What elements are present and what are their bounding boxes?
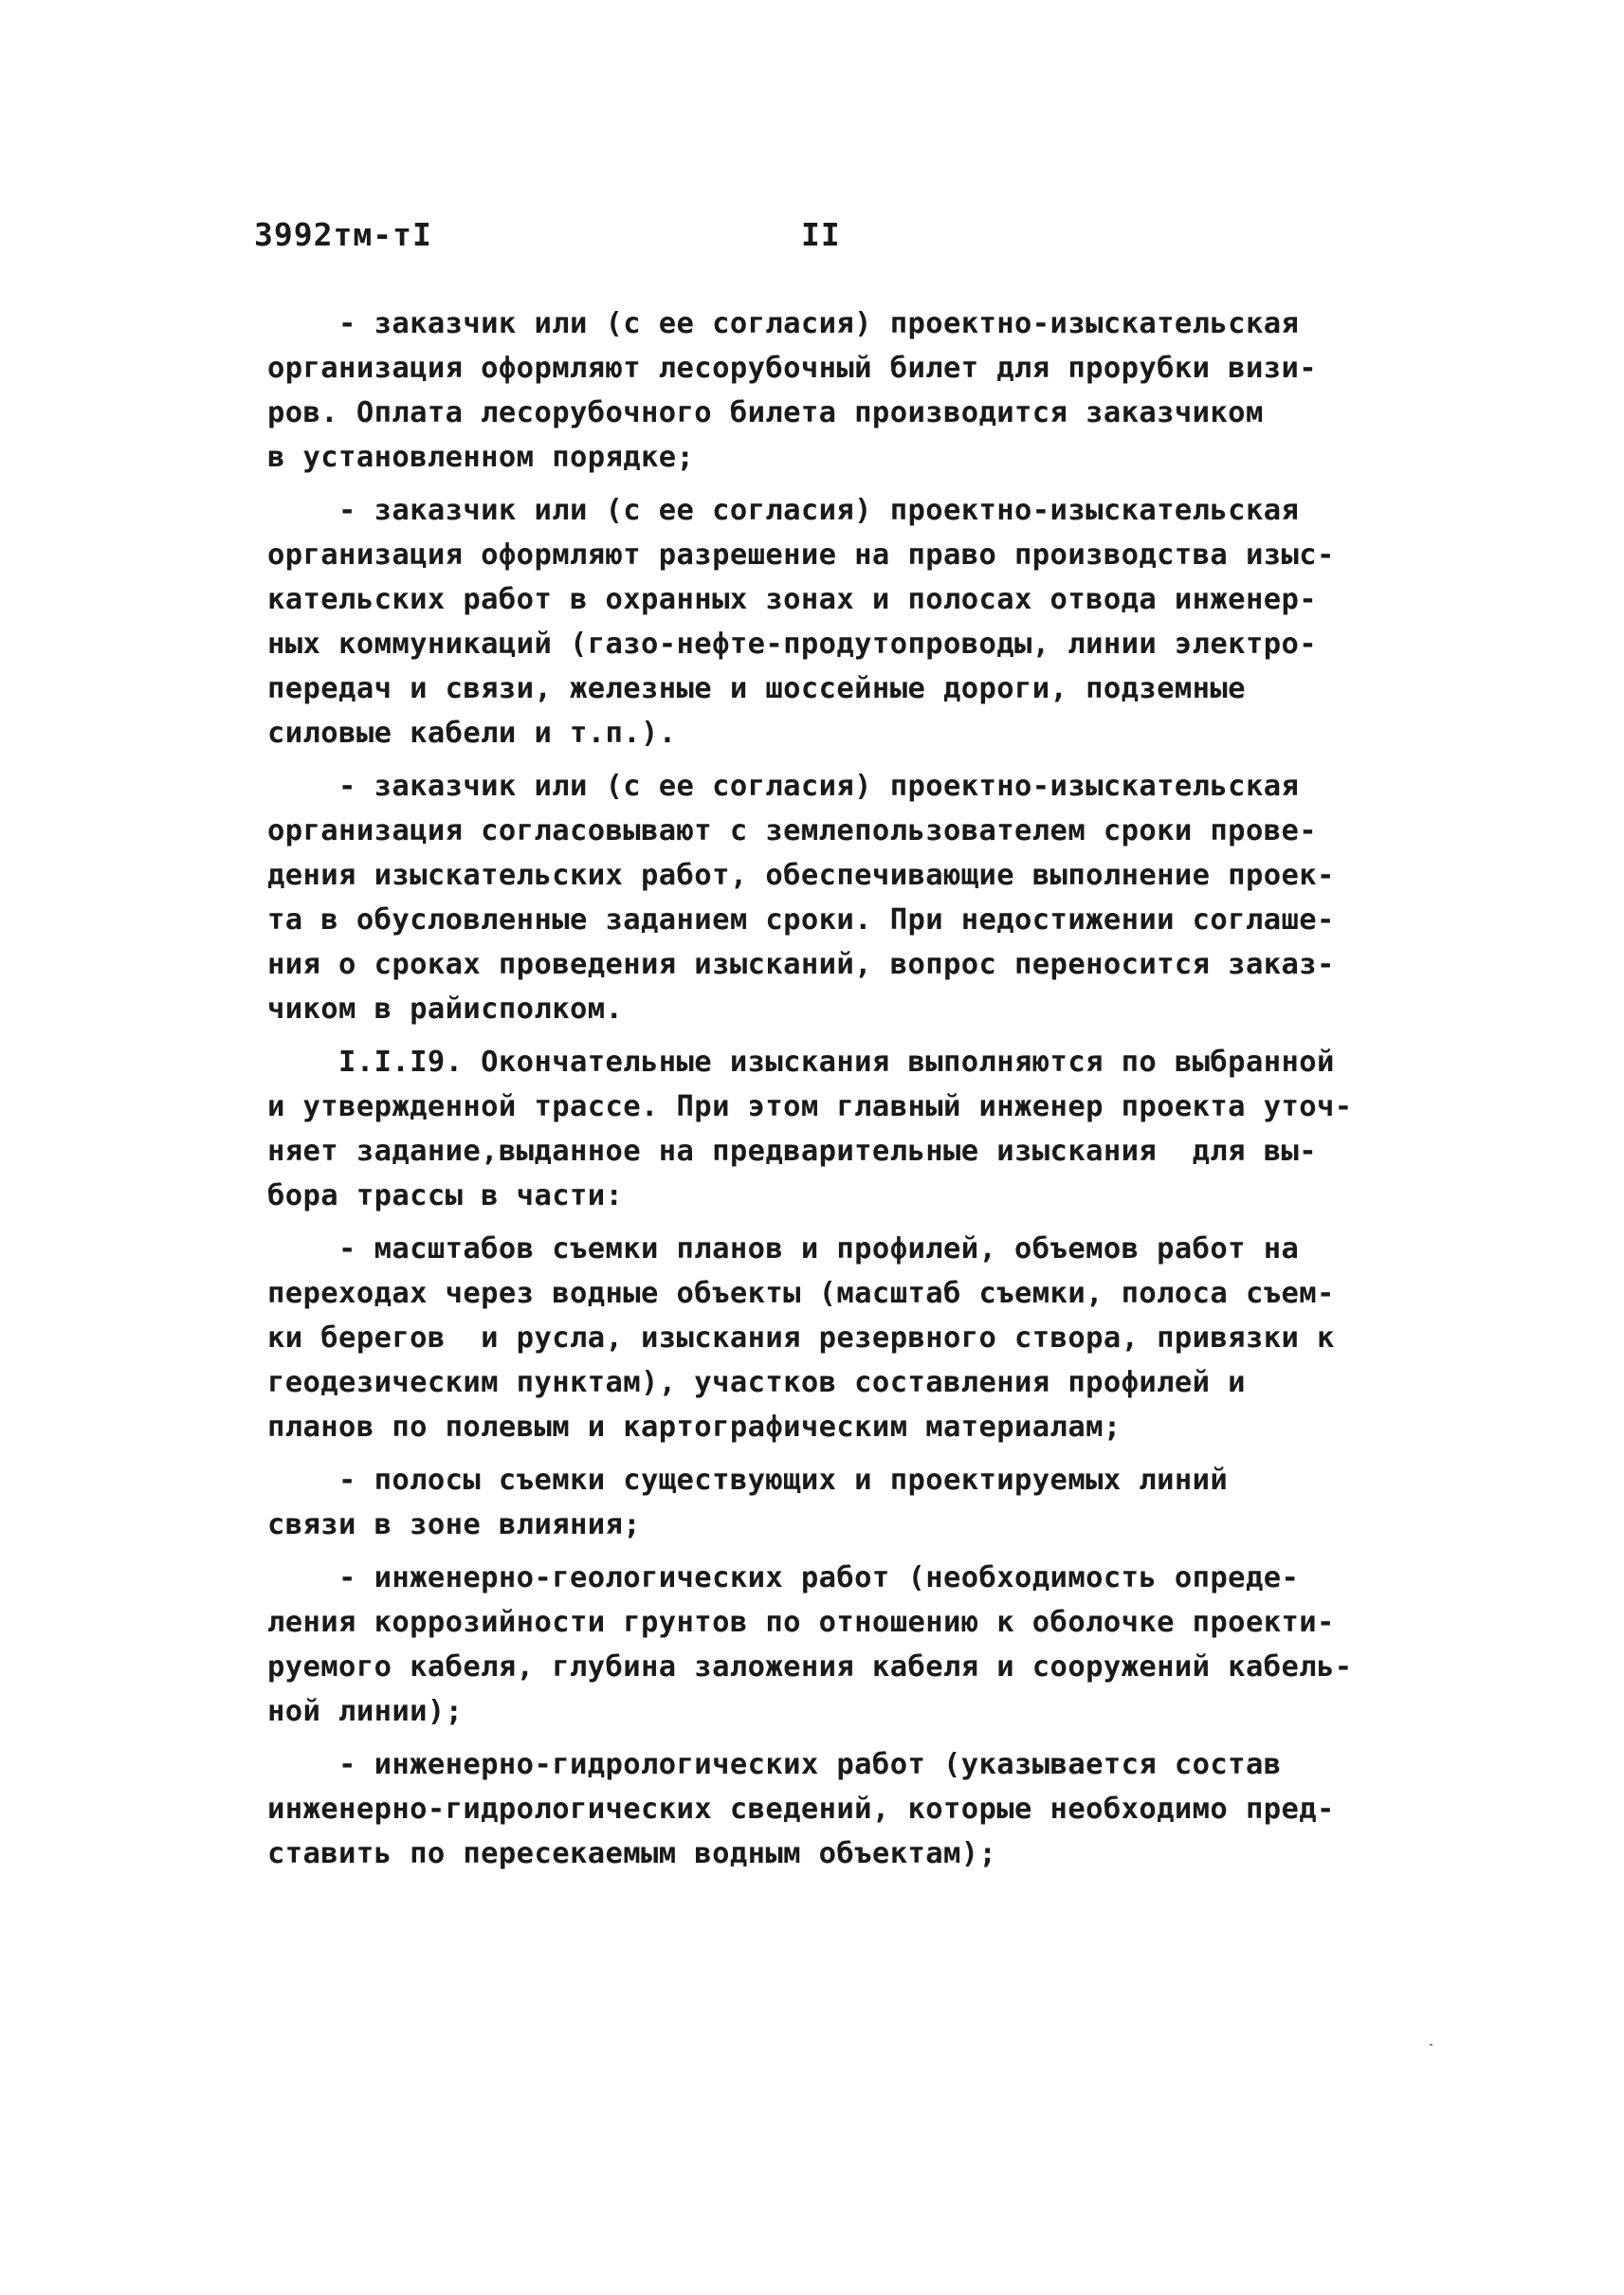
text-line: организация оформляют лесорубочный билет для прорубки визи- xyxy=(267,352,1317,385)
paragraph-communication-lines xyxy=(267,1458,1405,1547)
text-line: - заказчик или (с ее согласия) проектно-изыскательская xyxy=(267,770,1300,803)
text-line: организация согласовывают с землепользователем сроки прове- xyxy=(267,814,1317,847)
text-line: чиком в райисполком. xyxy=(267,993,624,1026)
text-line: бора трассы в части: xyxy=(267,1179,624,1212)
text-line: организация оформляют разрешение на право производства изыс- xyxy=(267,538,1335,572)
text-line: геодезическим пунктам), участков составления профилей и xyxy=(267,1366,1246,1399)
paragraph-permit xyxy=(267,488,1405,756)
scan-speck xyxy=(1430,2044,1432,2046)
paragraph-section-1-1-19 xyxy=(267,1040,1405,1218)
text-line: переходах через водные объекты (масштаб съемки, полоса съем- xyxy=(267,1277,1335,1310)
paragraph-schedule xyxy=(267,764,1405,1031)
text-line: передач и связи, железные и шоссейные дороги, подземные xyxy=(267,672,1246,705)
text-line: в установленном порядке; xyxy=(267,441,695,474)
text-line: - заказчик или (с ее согласия) проектно-изыскательская xyxy=(267,307,1300,340)
text-line: ной линии); xyxy=(267,1695,464,1728)
text-line: - инженерно-геологических работ (необходимость опреде- xyxy=(267,1561,1300,1594)
text-line: связи в зоне влияния; xyxy=(267,1508,642,1541)
text-line: та в обусловленные заданием сроки. При недостижении соглаше- xyxy=(267,903,1335,937)
text-line: инженерно-гидрологических сведений, которые необходимо пред- xyxy=(267,1793,1335,1826)
text-line: дения изыскательских работ, обеспечивающие выполнение проек- xyxy=(267,859,1335,892)
text-line: кательских работ в охранных зонах и полосах отвода инженер- xyxy=(267,583,1317,616)
text-line: I.I.I9. Окончательные изыскания выполняются по выбранной xyxy=(267,1046,1335,1079)
text-line: няет задание,выданное на предварительные изыскания для вы- xyxy=(267,1135,1317,1168)
text-line: ки берегов и русла, изыскания резервного створа, привязки к xyxy=(267,1321,1335,1355)
text-line: руемого кабеля, глубина заложения кабеля и сооружений кабель- xyxy=(267,1650,1353,1684)
paragraph-hydrology xyxy=(267,1742,1405,1876)
text-line: ления коррозийности грунтов по отношению к оболочке проекти- xyxy=(267,1606,1335,1639)
text-line: - инженерно-гидрологических работ (указывается состав xyxy=(267,1748,1282,1781)
page-number: II xyxy=(801,216,841,253)
paragraph-ticket xyxy=(267,301,1405,480)
text-line: ставить по пересекаемым водным объектам); xyxy=(267,1837,997,1870)
text-line: - заказчик или (с ее согласия) проектно-изыскательская xyxy=(267,494,1300,527)
text-line: и утвержденной трассе. При этом главный инженер проекта уточ- xyxy=(267,1090,1353,1123)
text-line: силовые кабели и т.п.). xyxy=(267,717,677,750)
text-line: ров. Оплата лесорубочного билета производится заказчиком xyxy=(267,396,1264,429)
document-code: 3992тм-тI xyxy=(254,216,432,253)
text-line: - масштабов съемки планов и профилей, объемов работ на xyxy=(267,1232,1300,1266)
body-text xyxy=(267,301,1405,1885)
text-line: - полосы съемки существующих и проектируемых линий xyxy=(267,1464,1229,1497)
paragraph-geology xyxy=(267,1556,1405,1734)
text-line: ния о сроках проведения изысканий, вопрос переносится заказ- xyxy=(267,948,1335,981)
text-line: планов по полевым и картографическим материалам; xyxy=(267,1411,1122,1444)
text-line: ных коммуникаций (газо-нефте-продутопроводы, линии электро- xyxy=(267,628,1317,661)
paragraph-survey-scales xyxy=(267,1227,1405,1449)
